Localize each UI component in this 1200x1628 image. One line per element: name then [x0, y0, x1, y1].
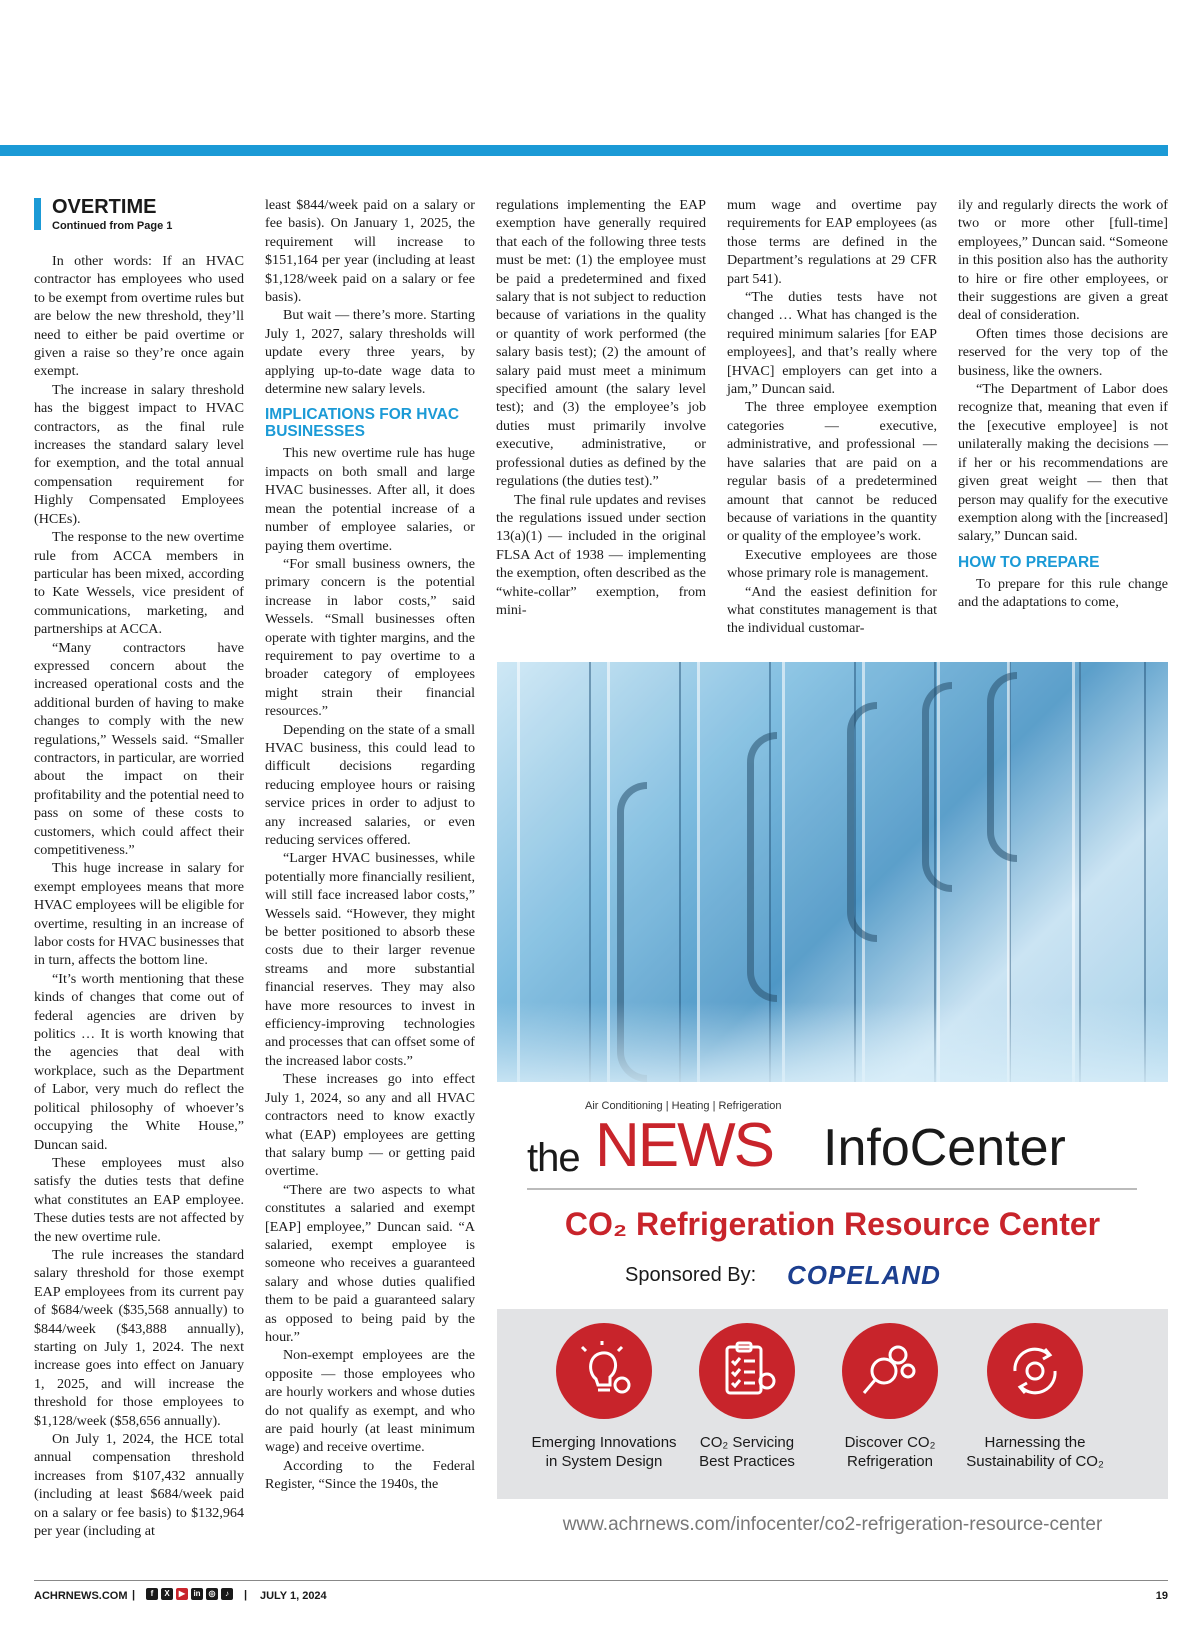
paragraph: “For small business owners, the primary concern is the potential increase in labor costs,” said Wessels. “Small businesses often operate with tighter margins, and the requirement to pay overtime to a broader category of employees might strain their financial resources.” — [265, 555, 475, 720]
section-header — [34, 196, 244, 236]
paragraph: The final rule updates and revises the regulations issued under section 13(a)(1) — included in the original FLSA Act of 1938 — implementing the exemption, often described as the “white-collar” exemption, from mini- — [496, 491, 706, 618]
feature-label: Harnessing the Sustainability of CO₂ — [966, 1434, 1104, 1470]
subhead-how-to-prepare: HOW TO PREPARE — [958, 553, 1100, 571]
ad-divider — [527, 1188, 1137, 1190]
section-accent-bar — [34, 198, 41, 230]
logo-the: the — [527, 1136, 580, 1180]
feature-co2-servicing[interactable] — [667, 1309, 827, 1499]
paragraph: This huge increase in salary for exempt employees means that more HVAC employees will be eligible for overtime, resulting in an increase of labor costs for HVAC businesses that in turn, affects the bottom line. — [34, 860, 244, 969]
footer-site-link[interactable]: ACHRNEWS.COM — [34, 1590, 128, 1602]
paragraph: “There are two aspects to what constitutes a salaried and exempt [EAP] employee,” Duncan said. “A salaried, exempt employee is someone who receives a guaranteed salary and whose duties qualified them to be paid a guaranteed salary as opposed to being paid by the hour.” — [265, 1181, 475, 1345]
logo-news: NEWS — [595, 1111, 773, 1180]
paragraph: “Many contractors have expressed concern about the increased operational costs and the additional burden of having to make changes to comply with the new regulations,” Wessels said. “Smaller contractors, in particular, are worried about the impact on their profitability and the potential need to pass on some of these costs to customers, which could affect their competitiveness.” — [34, 639, 244, 858]
feature-label: CO₂ Servicing Best Practices — [699, 1434, 795, 1470]
social-icons — [146, 1588, 233, 1600]
paragraph: Executive employees are those whose primary role is management. — [727, 546, 937, 582]
paragraph: mum wage and overtime pay requirements for EAP employees (as those terms are defined in the Department’s regulations at 29 CFR part 541). — [727, 197, 937, 287]
paragraph: “Larger HVAC businesses, while potentially more financially resilient, will still face increased labor costs,” Wessels said. “However, they might be better positioned to absorb these costs due to their larger revenue streams and more substantial financial reserves. They may also have more resources to invest in efficiency-improving technologies and processes that can offset some of the increased labor costs.” — [265, 850, 475, 1069]
top-accent-rule — [0, 145, 1168, 156]
paragraph: The response to the new overtime rule from ACCA members in particular has been mixed, according to Kate Wessels, vice president of communications, marketing, and partnerships at ACCA. — [34, 529, 244, 638]
feature-discover-co2[interactable] — [810, 1309, 970, 1499]
page-number: 19 — [1155, 1590, 1168, 1602]
feature-sustainability[interactable] — [955, 1309, 1115, 1499]
paragraph: But wait — there’s more. Starting July 1, 2027, salary thresholds will update every three years, by applying up-to-date wage data to determine new salary levels. — [265, 307, 475, 398]
paragraph: regulations implementing the EAP exemption have generally required that each of the following three tests must be met: (1) the employee must be paid a predetermined and fixed salary that is not subject to reduction because of variations in the quality or quantity of work performed (the salary basis test); (2) the amount of salary paid must meet a minimum specified amount (the salary level test); and (3) the employee’s job duties must primarily involve executive, administrative, or professional duties as defined by the regulations (the duties test).” — [496, 197, 706, 490]
paragraph: According to the Federal Register, “Since the 1940s, the — [265, 1457, 475, 1493]
logo-infocenter: InfoCenter — [823, 1119, 1066, 1177]
continued-note: Continued from Page 1 — [52, 220, 173, 232]
magnifier-gears-icon — [842, 1323, 938, 1419]
feature-panel — [497, 1309, 1168, 1499]
feature-label: Discover CO₂ Refrigeration — [844, 1434, 936, 1470]
feature-label: Emerging Innovations in System Design — [531, 1434, 677, 1470]
subhead-implications: IMPLICATIONS FOR HVAC BUSINESSES — [265, 406, 460, 441]
article-column-3 — [496, 196, 706, 619]
tiktok-icon[interactable]: ♪ — [221, 1588, 233, 1600]
paragraph: The rule increases the standard salary threshold for those exempt EAP employees from its current pay of $684/week ($35,568 annually) to $844/week ($43,888 annually), starting on July 1, 2024. The next increase goes into effect on January 1, 2025, and will increase the threshold for those employees to $1,128/week ($58,656 annually). — [34, 1246, 244, 1429]
paragraph: “And the easiest definition for what constitutes management is that the individual customar- — [727, 583, 937, 637]
youtube-icon[interactable]: ▶ — [176, 1588, 188, 1600]
instagram-icon[interactable]: ◎ — [206, 1588, 218, 1600]
paragraph: In other words: If an HVAC contractor has employees who used to be exempt from overtime rules but are below the new threshold, they’ll need to either be paid overtime or given a raise so they’re once again exempt. — [34, 253, 244, 380]
linkedin-icon[interactable]: in — [191, 1588, 203, 1600]
footer-separator: | — [244, 1589, 248, 1601]
resource-center-title: CO₂ Refrigeration Resource Center — [564, 1206, 1101, 1242]
paragraph: The increase in salary threshold has the biggest impact to HVAC contractors, as the final rule increases the standard salary level for exemption, and the total annual compensation requirement for Highly Compensated Employees (HCEs). — [34, 381, 244, 527]
paragraph: To prepare for this rule change and the adaptations to come, — [958, 575, 1168, 611]
facebook-icon[interactable]: f — [146, 1588, 158, 1600]
recycle-gear-icon — [987, 1323, 1083, 1419]
x-icon[interactable]: X — [161, 1588, 173, 1600]
paragraph: These employees must also satisfy the duties tests that define what constitutes an EAP employee. These duties tests are not affected by the new overtime rule. — [34, 1154, 244, 1245]
clipboard-checklist-icon — [699, 1323, 795, 1419]
paragraph: These increases go into effect July 1, 2024, so any and all HVAC contractors need to know exactly what (EAP) employees are getting that salary bump — or getting paid overtime. — [265, 1071, 475, 1180]
article-column-2 — [265, 196, 475, 1494]
article-column-1 — [34, 252, 244, 1540]
ad-url-link[interactable]: www.achrnews.com/infocenter/co2-refrigeration-resource-center — [562, 1514, 1103, 1535]
article-column-5 — [958, 196, 1168, 612]
sponsored-by-label: Sponsored By: — [625, 1264, 757, 1286]
section-title: OVERTIME — [52, 196, 157, 218]
paragraph: least $844/week paid on a salary or fee basis). On January 1, 2025, the requirement will increase to $151,164 per year (including at least $1,128/week paid on a salary or fee basis). — [265, 197, 475, 306]
footer-rule — [34, 1580, 1168, 1581]
footer-separator: | — [132, 1589, 136, 1601]
paragraph: “The Department of Labor does recognize that, meaning that even if the [executive employee] is not unilaterally making the decisions — if her or his recommendations are given great weight — then that person may qualify for the executive exemption along with the [increased] salary,” Duncan said. — [958, 381, 1168, 545]
refrigerated-display-photo — [497, 662, 1168, 1082]
ad-tagline: Air Conditioning | Heating | Refrigeration — [585, 1100, 782, 1112]
paragraph: “The duties tests have not changed … What has changed is the required minimum salaries [for EAP employees], and that’s really where [HVAC] employers can get into a jam,” Duncan said. — [727, 289, 937, 398]
paragraph: On July 1, 2024, the HCE total annual compensation threshold increases from $107,432 annually (including at least $684/week paid on a salary or fee basis) to $132,964 per year (including at — [34, 1431, 244, 1540]
copeland-logo: COPELAND — [787, 1260, 941, 1290]
article-column-4 — [727, 196, 937, 638]
page-footer — [34, 1586, 1168, 1608]
paragraph: Often times those decisions are reserved for the very top of the business, like the owners. — [958, 325, 1168, 379]
feature-emerging-innovations[interactable] — [524, 1309, 684, 1499]
paragraph: Depending on the state of a small HVAC business, this could lead to difficult decisions regarding reducing employee hours or raising service prices in order to adjust to any increased salaries, or even reducing services offered. — [265, 721, 475, 848]
infocenter-advertisement[interactable] — [497, 662, 1168, 1535]
lightbulb-gear-icon — [556, 1323, 652, 1419]
the-news-infocenter-logo — [527, 1111, 1137, 1180]
paragraph: The three employee exemption categories — executive, administrative, and professional — have salaries that are paid on a regular basis of a predetermined amount that cannot be reduced because of variations in the quantity or quality of the employee’s work. — [727, 399, 937, 545]
paragraph: “It’s worth mentioning that these kinds of changes that come out of federal agencies are driven by politics … It is worth knowing that the agencies that deal with workplace, such as the Department of Labor, very much do reflect the political philosophy of whoever’s occupying the White House,” Duncan said. — [34, 970, 244, 1153]
paragraph: ily and regularly directs the work of two or more other [full-time] employees,” Duncan said. “Someone in this position also has the authority to hire or fire other employees, or their suggestions are given a great deal of consideration. — [958, 197, 1168, 324]
issue-date: JULY 1, 2024 — [260, 1590, 327, 1602]
paragraph: This new overtime rule has huge impacts on both small and large HVAC businesses. After all, it does mean the potential increase of a number of employee salaries, or paying them overtime. — [265, 445, 475, 554]
paragraph: Non-exempt employees are the opposite — those employees who are hourly workers and whose duties do not qualify as exempt, and who are paid hourly (at least minimum wage) and receive overtime. — [265, 1347, 475, 1456]
